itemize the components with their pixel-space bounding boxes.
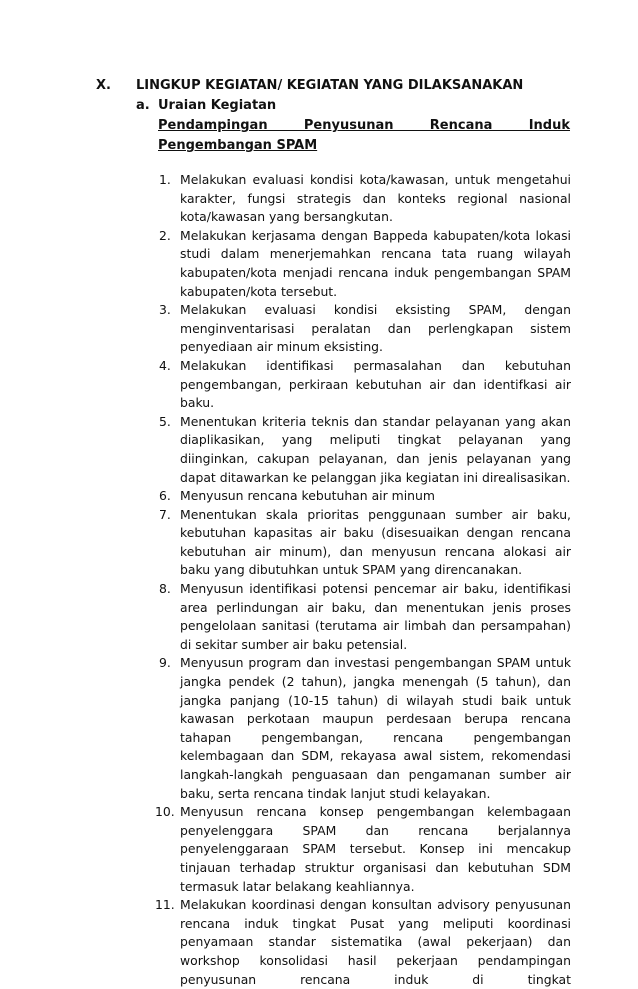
list-item-number: 6.	[159, 488, 171, 504]
list-item-text: Menyusun rencana konsep pengembangan kelembagaan penyelenggara SPAM dan rencana berjalannya penyelenggaraan SPAM tersebut. Konsep ini mencakup tinjauan terhadap struktur organisasi dan kebutuhan SDM termasuk latar belakang keahliannya.	[180, 804, 571, 894]
list-item-number: 11.	[155, 897, 175, 913]
list-item-number: 8.	[159, 581, 171, 597]
list-item	[0, 896, 571, 989]
list-item	[0, 487, 571, 506]
list-item-text: Menyusun rencana kebutuhan air minum	[180, 488, 435, 504]
subsection-letter: a.	[136, 98, 150, 113]
list-item	[0, 357, 571, 413]
list-item	[0, 301, 571, 357]
list-item	[0, 227, 571, 301]
subsection-title: Pendampingan Penyusunan Rencana Induk Pengembangan SPAM	[158, 118, 570, 153]
list-item-text: Melakukan koordinasi dengan konsultan advisory penyusunan rencana induk tingkat Pusat yang meliputi koordinasi penyamaan standar sistematika (awal pekerjaan) dan workshop konsolidasi hasil pekerjaan pendampingan penyusunan rencana induk di tingkat	[180, 897, 571, 987]
section-title: LINGKUP KEGIATAN/ KEGIATAN YANG DILAKSANAKAN	[136, 78, 524, 93]
list-item-number: 4.	[159, 357, 171, 373]
list-item-number: 5.	[159, 413, 171, 429]
list-item-text: Melakukan evaluasi kondisi eksisting SPAM, dengan menginventarisasi peralatan dan perlengkapan sistem penyediaan air minum eksisting.	[180, 302, 571, 355]
list-item-text: Melakukan kerjasama dengan Bappeda kabupaten/kota lokasi studi dalam menerjemahkan rencana tata ruang wilayah kabupaten/kota menjadi rencana induk pengembangan SPAM kabupaten/kota tersebut.	[180, 227, 571, 299]
list-item	[0, 506, 571, 580]
list-item-text: Melakukan identifikasi permasalahan dan kebutuhan pengembangan, perkiraan kebutuhan air dan identifkasi air baku.	[180, 357, 571, 411]
subsection-heading-text: Uraian Kegiatan	[158, 98, 277, 113]
list-item-number: 7.	[159, 506, 171, 522]
list-item	[0, 413, 571, 487]
list-item-text: Menyusun identifikasi potensi pencemar air baku, identifikasi area perlindungan air baku, dan menentukan jenis proses pengelolaan sanitasi (terutama air limbah dan persampahan) di sekitar sumber air baku petensial.	[180, 581, 571, 652]
list-item	[0, 803, 571, 896]
activity-list	[0, 171, 638, 989]
list-item-number: 1.	[159, 172, 171, 187]
list-item	[0, 171, 571, 227]
list-item	[0, 580, 571, 654]
list-item-number: 2.	[159, 227, 171, 243]
list-item-number: 9.	[159, 655, 171, 671]
subsection-heading	[136, 98, 276, 113]
list-item-number: 3.	[159, 302, 171, 318]
list-item-text: Menentukan skala prioritas penggunaan sumber air baku, kebutuhan kapasitas air baku (disesuaikan dengan rencana kebutuhan air minum), dan menyusun rencana alokasi air baku yang dibutuhkan untuk SPAM yang direncanakan.	[180, 506, 571, 578]
section-number: X.	[96, 78, 111, 93]
list-item-number: 10.	[155, 804, 175, 820]
list-item	[0, 654, 571, 803]
list-item-text: Menentukan kriteria teknis dan standar pelayanan yang akan diaplikasikan, yang meliputi tingkat pelayanan yang diinginkan, cakupan pelayanan, dan jenis pelayanan yang dapat ditawarkan ke pelanggan jika kegiatan ini direalisasikan.	[180, 413, 571, 485]
list-item-text: Menyusun program dan investasi pengembangan SPAM untuk jangka pendek (2 tahun), jangka menengah (5 tahun), dan jangka panjang (10-15 tahun) di wilayah studi baik untuk kawasan perkotaan maupun perdesaan berupa rencana tahapan pengembangan, rencana pengembangan kelembagaan dan SDM, rekayasa awal sistem, rekomendasi langkah-langkah penguasaan dan pengamanan sumber air baku, serta rencana tindak lanjut studi kelayakan.	[180, 655, 571, 801]
list-item-text: Melakukan evaluasi kondisi kota/kawasan, untuk mengetahui karakter, fungsi strategis dan konteks regional nasional kota/kawasan yang bersangkutan.	[180, 172, 571, 225]
